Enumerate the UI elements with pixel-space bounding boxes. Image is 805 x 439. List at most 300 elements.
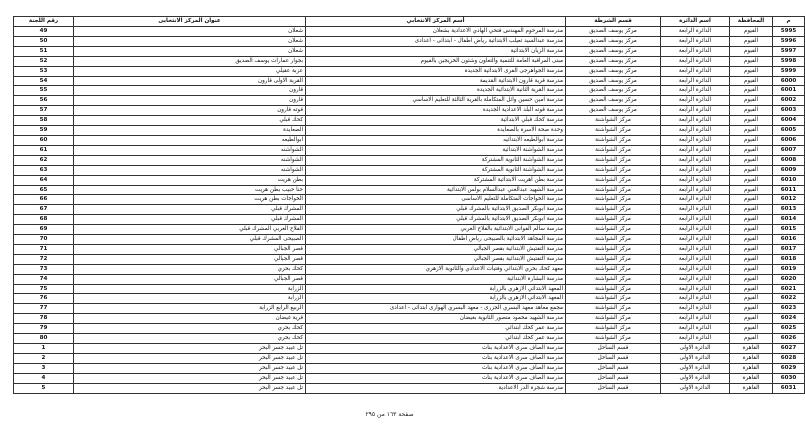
cell-serial: 6000 <box>773 76 805 86</box>
cell-serial: 6011 <box>773 185 805 195</box>
cell-district: الدائرة الاولى <box>661 363 730 373</box>
cell-district: الدائرة الرابعة <box>661 165 730 175</box>
cell-center-name: مدرسة الخواجات المتكاملة للتعليم الاساسى <box>306 195 566 205</box>
cell-center-address: قوته قارون <box>74 106 306 116</box>
cell-governorate: الفيوم <box>730 304 773 314</box>
cell-center-name: مدرسة شجرة الدر الاعدادية <box>306 383 566 393</box>
cell-center-name: مدرسة التفتيش الابتدائية بقصر الجبالي <box>306 244 566 254</box>
cell-committee-number: 73 <box>14 264 74 274</box>
cell-center-name: معهد كحك بحري الابتدائي وفتيات الاعدادي والثانوية الازهري <box>306 264 566 274</box>
cell-center-name: مدرسة عمر كحك ابتدائي <box>306 324 566 334</box>
cell-district: الدائرة الرابعة <box>661 274 730 284</box>
header-center-name: أسم المركز الانتخابي <box>306 17 566 27</box>
cell-committee-number: 58 <box>14 116 74 126</box>
cell-police-section: مركز الشواشنة <box>566 135 661 145</box>
table-row <box>14 96 805 106</box>
cell-governorate: الفيوم <box>730 254 773 264</box>
cell-police-section: مركز يوسف الصديق <box>566 27 661 37</box>
cell-center-name: مدرسة بطن اهريت الابتدائية المشتركة <box>306 175 566 185</box>
cell-center-name: مدرسة قوته البلد الاعدادية الجديدة <box>306 106 566 116</box>
cell-police-section: قسم الساحل <box>566 373 661 383</box>
cell-governorate: الفيوم <box>730 165 773 175</box>
cell-center-name: مدرسة ابوالطيعه الابتدائيه <box>306 135 566 145</box>
table-row <box>14 373 805 383</box>
cell-center-name: مدرسة الزيان الابتدائية <box>306 46 566 56</box>
cell-serial: 6018 <box>773 254 805 264</box>
cell-center-name: مدرسة الشواشنة الثانوية المشتركة <box>306 155 566 165</box>
cell-center-address: شعلان <box>74 46 306 56</box>
cell-serial: 5997 <box>773 46 805 56</box>
cell-governorate: الفيوم <box>730 215 773 225</box>
cell-committee-number: 79 <box>14 324 74 334</box>
cell-police-section: مركز الشواشنة <box>566 235 661 245</box>
cell-governorate: الفيوم <box>730 36 773 46</box>
cell-committee-number: 50 <box>14 36 74 46</box>
cell-center-address: تل عبيد جسر البحر <box>74 344 306 354</box>
cell-district: الدائرة الرابعة <box>661 36 730 46</box>
table-header-row <box>14 17 805 27</box>
cell-police-section: مركز الشواشنة <box>566 284 661 294</box>
cell-center-address: الزرابة <box>74 294 306 304</box>
cell-committee-number: 71 <box>14 244 74 254</box>
cell-district: الدائرة الاولى <box>661 344 730 354</box>
cell-center-address: تل عبيد جسر البحر <box>74 363 306 373</box>
table-row <box>14 145 805 155</box>
cell-governorate: الفيوم <box>730 324 773 334</box>
table-row <box>14 353 805 363</box>
cell-serial: 6006 <box>773 135 805 145</box>
cell-serial: 5998 <box>773 56 805 66</box>
cell-police-section: قسم الساحل <box>566 344 661 354</box>
cell-committee-number: 67 <box>14 205 74 215</box>
cell-center-name: مدرسة الشهيد عبدالغني عبدالسلام بولس الابتدائية <box>306 185 566 195</box>
cell-committee-number: 64 <box>14 175 74 185</box>
cell-district: الدائرة الرابعة <box>661 145 730 155</box>
cell-governorate: القاهرة <box>730 353 773 363</box>
cell-district: الدائرة الرابعة <box>661 304 730 314</box>
cell-police-section: مركز الشواشنة <box>566 205 661 215</box>
table-row <box>14 175 805 185</box>
table-row <box>14 215 805 225</box>
cell-district: الدائرة الرابعة <box>661 324 730 334</box>
cell-serial: 6023 <box>773 304 805 314</box>
cell-serial: 6008 <box>773 155 805 165</box>
cell-police-section: مركز الشواشنة <box>566 314 661 324</box>
cell-committee-number: 49 <box>14 27 74 37</box>
cell-serial: 6014 <box>773 215 805 225</box>
header-district: اسم الدائرة <box>661 17 730 27</box>
cell-police-section: مركز الشواشنة <box>566 324 661 334</box>
cell-governorate: الفيوم <box>730 334 773 344</box>
table-row <box>14 324 805 334</box>
cell-serial: 6010 <box>773 175 805 185</box>
table-row <box>14 86 805 96</box>
cell-serial: 6026 <box>773 334 805 344</box>
cell-police-section: مركز الشواشنة <box>566 294 661 304</box>
cell-committee-number: 54 <box>14 76 74 86</box>
cell-center-address: حنا حبيب بطن هريت <box>74 185 306 195</box>
cell-governorate: الفيوم <box>730 284 773 294</box>
cell-center-address: تل عبيد جسر البحر <box>74 373 306 383</box>
cell-center-address: كحك بحري <box>74 324 306 334</box>
cell-serial: 6028 <box>773 353 805 363</box>
cell-center-address: عزبة عقيلي <box>74 66 306 76</box>
cell-district: الدائرة الرابعة <box>661 126 730 136</box>
table-row <box>14 383 805 393</box>
cell-center-name: مدرسة امين حسين وائل المتكاملة بالقرية الثالثة للتعليم الاساسي <box>306 96 566 106</box>
cell-police-section: مركز الشواشنة <box>566 165 661 175</box>
cell-center-name: مدرسة الصاف سرى الاعدادية بنات <box>306 344 566 354</box>
cell-governorate: الفيوم <box>730 76 773 86</box>
table-row <box>14 66 805 76</box>
table-row <box>14 304 805 314</box>
cell-committee-number: 55 <box>14 86 74 96</box>
cell-governorate: الفيوم <box>730 106 773 116</box>
cell-committee-number: 52 <box>14 56 74 66</box>
table-row <box>14 254 805 264</box>
page-footer: صفحة ١٦٣ من ٢٩٥ <box>365 411 414 418</box>
cell-center-address: شعلان <box>74 36 306 46</box>
cell-district: الدائرة الرابعة <box>661 284 730 294</box>
cell-police-section: مركز الشواشنة <box>566 145 661 155</box>
cell-district: الدائرة الرابعة <box>661 254 730 264</box>
polling-centers-table <box>13 16 805 394</box>
cell-center-address: بطن هريت <box>74 175 306 185</box>
cell-police-section: مركز الشواشنة <box>566 254 661 264</box>
cell-serial: 6002 <box>773 96 805 106</box>
cell-district: الدائرة الرابعة <box>661 46 730 56</box>
cell-center-address: بجوار عمارات يوسف الصديق <box>74 56 306 66</box>
cell-serial: 6031 <box>773 383 805 393</box>
cell-serial: 5995 <box>773 27 805 37</box>
cell-police-section: مركز يوسف الصديق <box>566 96 661 106</box>
cell-committee-number: 72 <box>14 254 74 264</box>
cell-serial: 6021 <box>773 284 805 294</box>
cell-police-section: مركز الشواشنة <box>566 126 661 136</box>
cell-serial: 6013 <box>773 205 805 215</box>
cell-committee-number: 77 <box>14 304 74 314</box>
cell-committee-number: 59 <box>14 126 74 136</box>
header-police-section: قسم الشرطة <box>566 17 661 27</box>
cell-district: الدائرة الاولى <box>661 353 730 363</box>
cell-committee-number: 53 <box>14 66 74 76</box>
cell-police-section: مركز الشواشنة <box>566 116 661 126</box>
cell-center-name: مدرسة عبدالسيد تعيلب الابتدائية رياض اطفال - ابتدائى - اعدادى <box>306 36 566 46</box>
cell-serial: 6005 <box>773 126 805 136</box>
cell-governorate: الفيوم <box>730 294 773 304</box>
table-row <box>14 294 805 304</box>
cell-district: الدائرة الرابعة <box>661 86 730 96</box>
cell-serial: 6001 <box>773 86 805 96</box>
table-row <box>14 46 805 56</box>
header-serial: م <box>773 17 805 27</box>
cell-committee-number: 5 <box>14 383 74 393</box>
cell-center-address: الفلاح الغربي المشرك قبلي <box>74 225 306 235</box>
cell-governorate: الفيوم <box>730 56 773 66</box>
cell-district: الدائرة الرابعة <box>661 66 730 76</box>
cell-committee-number: 51 <box>14 46 74 56</box>
cell-center-name: مدرسة المرحوم المهندس فتحي الهادي الاعدادية بشعلان <box>306 27 566 37</box>
cell-committee-number: 1 <box>14 344 74 354</box>
cell-police-section: مركز الشواشنة <box>566 215 661 225</box>
cell-center-address: الخواجات بطن هريت <box>74 195 306 205</box>
cell-center-address: الشواشنه <box>74 145 306 155</box>
cell-serial: 6024 <box>773 314 805 324</box>
table-row <box>14 116 805 126</box>
table-row <box>14 155 805 165</box>
cell-governorate: القاهرة <box>730 383 773 393</box>
cell-governorate: الفيوم <box>730 27 773 37</box>
cell-police-section: مركز الشواشنة <box>566 304 661 314</box>
cell-police-section: مركز الشواشنة <box>566 244 661 254</box>
cell-governorate: الفيوم <box>730 244 773 254</box>
cell-governorate: القاهرة <box>730 373 773 383</box>
cell-police-section: مركز الشواشنة <box>566 334 661 344</box>
cell-serial: 6009 <box>773 165 805 175</box>
cell-police-section: مركز يوسف الصديق <box>566 86 661 96</box>
cell-serial: 6029 <box>773 363 805 373</box>
cell-district: الدائرة الرابعة <box>661 96 730 106</box>
cell-governorate: الفيوم <box>730 116 773 126</box>
cell-center-name: وحدة صحة الاسرة بالصعايدة <box>306 126 566 136</box>
header-committee-number: رقم اللجنة <box>14 17 74 27</box>
cell-serial: 6017 <box>773 244 805 254</box>
cell-district: الدائرة الرابعة <box>661 106 730 116</box>
cell-police-section: مركز يوسف الصديق <box>566 46 661 56</box>
cell-committee-number: 2 <box>14 353 74 363</box>
cell-serial: 5999 <box>773 66 805 76</box>
cell-serial: 6030 <box>773 373 805 383</box>
cell-center-name: مدرسة الشواشنة الثانوية المشتركة <box>306 165 566 175</box>
cell-serial: 6003 <box>773 106 805 116</box>
cell-committee-number: 66 <box>14 195 74 205</box>
cell-police-section: مركز يوسف الصديق <box>566 36 661 46</box>
cell-center-name: مدرسة سالم الفوانى الابتدائية بالفلاح الغربي <box>306 225 566 235</box>
cell-district: الدائرة الرابعة <box>661 185 730 195</box>
cell-center-address: الصبيحى المشرك قبلي <box>74 235 306 245</box>
cell-center-name: مدرسة الصاف سرى الاعدادية بنات <box>306 353 566 363</box>
cell-district: الدائرة الرابعة <box>661 235 730 245</box>
cell-police-section: قسم الساحل <box>566 383 661 393</box>
cell-district: الدائرة الرابعة <box>661 116 730 126</box>
cell-center-address: تل عبيد جسر البحر <box>74 353 306 363</box>
cell-serial: 6016 <box>773 235 805 245</box>
table-row <box>14 36 805 46</box>
cell-district: الدائرة الرابعة <box>661 264 730 274</box>
cell-center-name: مدرسة البشارة الابتدائية <box>306 274 566 284</box>
cell-committee-number: 65 <box>14 185 74 195</box>
cell-serial: 5996 <box>773 36 805 46</box>
cell-committee-number: 61 <box>14 145 74 155</box>
cell-center-address: القرية الاولى قارون <box>74 76 306 86</box>
cell-center-name: مدرسة الشهيد محمود منصور الثانوية بغيضان <box>306 314 566 324</box>
cell-district: الدائرة الرابعة <box>661 244 730 254</box>
cell-district: الدائرة الرابعة <box>661 334 730 344</box>
cell-governorate: الفيوم <box>730 314 773 324</box>
cell-center-name: مدرسة الجواهرجى الفرى الابتدائية الجديدة <box>306 66 566 76</box>
table-row <box>14 334 805 344</box>
cell-serial: 6020 <box>773 274 805 284</box>
cell-serial: 6027 <box>773 344 805 354</box>
table-row <box>14 363 805 373</box>
cell-police-section: مركز الشواشنة <box>566 264 661 274</box>
cell-governorate: الفيوم <box>730 126 773 136</box>
cell-serial: 6019 <box>773 264 805 274</box>
cell-committee-number: 57 <box>14 106 74 116</box>
cell-center-address: كحك بحري <box>74 264 306 274</box>
table-row <box>14 284 805 294</box>
cell-governorate: الفيوم <box>730 46 773 56</box>
cell-center-address: الزرابة <box>74 284 306 294</box>
cell-police-section: قسم الساحل <box>566 353 661 363</box>
cell-committee-number: 3 <box>14 363 74 373</box>
cell-governorate: الفيوم <box>730 155 773 165</box>
cell-committee-number: 75 <box>14 284 74 294</box>
table-body <box>14 27 805 394</box>
cell-committee-number: 69 <box>14 225 74 235</box>
cell-center-address: قرية غيضان <box>74 314 306 324</box>
cell-governorate: الفيوم <box>730 185 773 195</box>
cell-governorate: الفيوم <box>730 96 773 106</box>
cell-center-name: المعهد الابتدائي الازهري بالزرابة <box>306 284 566 294</box>
cell-committee-number: 80 <box>14 334 74 344</box>
table-row <box>14 264 805 274</box>
cell-district: الدائرة الاولى <box>661 373 730 383</box>
cell-governorate: الفيوم <box>730 235 773 245</box>
cell-governorate: القاهرة <box>730 363 773 373</box>
cell-center-address: قصر الجبالي <box>74 244 306 254</box>
cell-center-address: الشواشنه <box>74 165 306 175</box>
cell-center-name: مجمع معاهد معهد البسري الجزرى - معهد البسري الهوارى ابتدائى - اعدادى <box>306 304 566 314</box>
cell-district: الدائرة الرابعة <box>661 294 730 304</box>
cell-governorate: الفيوم <box>730 195 773 205</box>
cell-district: الدائرة الرابعة <box>661 205 730 215</box>
cell-district: الدائرة الرابعة <box>661 135 730 145</box>
table-row <box>14 76 805 86</box>
cell-serial: 6022 <box>773 294 805 304</box>
cell-center-name: مدرسة الصاف سرى الاعدادية بنات <box>306 373 566 383</box>
cell-governorate: الفيوم <box>730 274 773 284</box>
cell-center-name: مدرسة قرية قارون الابتدائية القديمة <box>306 76 566 86</box>
table-row <box>14 135 805 145</box>
cell-district: الدائرة الرابعة <box>661 314 730 324</box>
cell-committee-number: 68 <box>14 215 74 225</box>
cell-center-name: مدرسة كحك قبلي الابتدائية <box>306 116 566 126</box>
cell-center-name: مدرسة الصاف سرى الاعدادية بنات <box>306 363 566 373</box>
cell-serial: 6012 <box>773 195 805 205</box>
cell-center-address: قارون <box>74 86 306 96</box>
cell-police-section: مركز يوسف الصديق <box>566 66 661 76</box>
cell-center-name: مبنى المراقبة العامة للتنمية والتعاون وشئون الخريجين بالفيوم <box>306 56 566 66</box>
cell-district: الدائرة الاولى <box>661 383 730 393</box>
table-row <box>14 274 805 284</box>
table-row <box>14 106 805 116</box>
cell-district: الدائرة الرابعة <box>661 155 730 165</box>
cell-police-section: مركز يوسف الصديق <box>566 106 661 116</box>
cell-governorate: القاهرة <box>730 344 773 354</box>
cell-center-name: مدرسة ابوبكر الصديق الابتدائية بالمشرك قبلي <box>306 205 566 215</box>
cell-center-address: ابوالطيعه <box>74 135 306 145</box>
cell-committee-number: 76 <box>14 294 74 304</box>
cell-committee-number: 60 <box>14 135 74 145</box>
cell-serial: 6015 <box>773 225 805 235</box>
cell-center-name: مدرسة الشواشنة الابتدائية <box>306 145 566 155</box>
header-center-address: عنوان المركز الانتخابى <box>74 17 306 27</box>
cell-police-section: مركز يوسف الصديق <box>566 56 661 66</box>
cell-serial: 6007 <box>773 145 805 155</box>
cell-police-section: قسم الساحل <box>566 363 661 373</box>
cell-committee-number: 63 <box>14 165 74 175</box>
cell-district: الدائرة الرابعة <box>661 225 730 235</box>
cell-center-address: تل عبيد جسر البحر <box>74 383 306 393</box>
cell-center-address: شعلان <box>74 27 306 37</box>
cell-center-name: مدرسة ابوبكر الصديق الابتدائية بالمشرك قبلي <box>306 215 566 225</box>
cell-center-address: الربيع الرابع الزرابة <box>74 304 306 314</box>
cell-serial: 6025 <box>773 324 805 334</box>
table-row <box>14 205 805 215</box>
cell-governorate: الفيوم <box>730 135 773 145</box>
table-row <box>14 314 805 324</box>
cell-governorate: الفيوم <box>730 145 773 155</box>
cell-committee-number: 78 <box>14 314 74 324</box>
cell-governorate: الفيوم <box>730 175 773 185</box>
cell-center-name: مدرسة المجاهد الابتدائية بالصبيحى رياض اطفال <box>306 235 566 245</box>
table-row <box>14 225 805 235</box>
header-governorate: المحافظة <box>730 17 773 27</box>
table-row <box>14 165 805 175</box>
cell-center-name: مدرسة عمر كحك ابتدائي <box>306 334 566 344</box>
cell-district: الدائرة الرابعة <box>661 195 730 205</box>
cell-center-address: قصر الجبالي <box>74 274 306 284</box>
cell-committee-number: 74 <box>14 274 74 284</box>
cell-center-name: مدرسة القرية الثانية الابتدائية الجديدة <box>306 86 566 96</box>
cell-committee-number: 56 <box>14 96 74 106</box>
cell-center-address: كحك قبلي <box>74 116 306 126</box>
cell-district: الدائرة الرابعة <box>661 175 730 185</box>
cell-center-address: الشواشنه <box>74 155 306 165</box>
table-row <box>14 195 805 205</box>
cell-police-section: مركز الشواشنة <box>566 185 661 195</box>
table-row <box>14 185 805 195</box>
cell-district: الدائرة الرابعة <box>661 215 730 225</box>
cell-governorate: الفيوم <box>730 66 773 76</box>
cell-governorate: الفيوم <box>730 86 773 96</box>
cell-police-section: مركز الشواشنة <box>566 175 661 185</box>
cell-police-section: مركز الشواشنة <box>566 274 661 284</box>
cell-governorate: الفيوم <box>730 205 773 215</box>
table-row <box>14 344 805 354</box>
cell-center-address: الصعايدة <box>74 126 306 136</box>
cell-police-section: مركز الشواشنة <box>566 225 661 235</box>
cell-police-section: مركز الشواشنة <box>566 155 661 165</box>
cell-center-address: قصر الجبالي <box>74 254 306 264</box>
table-row <box>14 235 805 245</box>
cell-committee-number: 62 <box>14 155 74 165</box>
table-row <box>14 244 805 254</box>
cell-committee-number: 4 <box>14 373 74 383</box>
table-row <box>14 56 805 66</box>
cell-district: الدائرة الرابعة <box>661 76 730 86</box>
cell-serial: 6004 <box>773 116 805 126</box>
cell-police-section: مركز يوسف الصديق <box>566 76 661 86</box>
cell-district: الدائرة الرابعة <box>661 56 730 66</box>
cell-center-name: المعهد الابتدائي الازهري بالزرابة <box>306 294 566 304</box>
table-row <box>14 27 805 37</box>
cell-committee-number: 70 <box>14 235 74 245</box>
cell-center-address: المشرك قبلي <box>74 205 306 215</box>
cell-center-address: قارون <box>74 96 306 106</box>
cell-center-address: كحك بحري <box>74 334 306 344</box>
